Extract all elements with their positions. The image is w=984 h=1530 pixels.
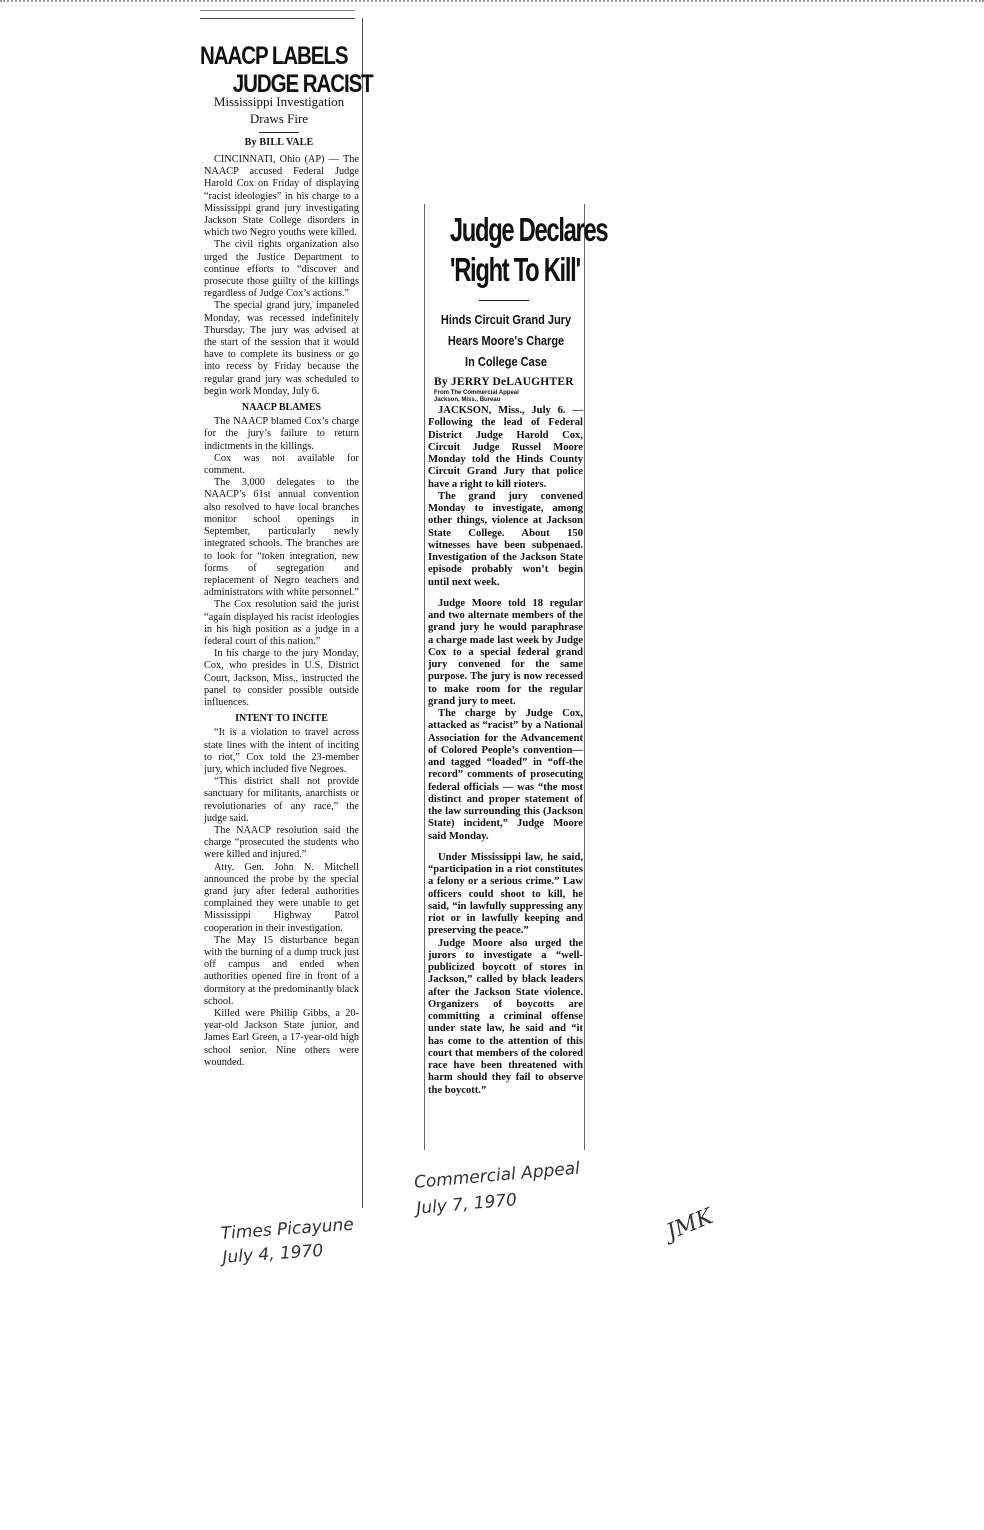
- paragraph: Cox was not available for comment.: [204, 452, 359, 477]
- paragraph: “It is a violation to travel across state lines with the intent of inciting to riot,” Cox told the 23-member jury, which included five Negroes.: [204, 727, 359, 775]
- paragraph: The Cox resolution said the jurist “again displayed his racist ideologies in his high position as a judge in a federal court of this nation.”: [204, 599, 359, 647]
- paragraph: “This district shall not provide sanctuary for militants, anarchists or revolutionaries of any race,” the judge said.: [204, 776, 359, 824]
- byline-source-line-2: Jackson, Miss., Bureau: [434, 396, 501, 403]
- paragraph: Judge Moore told 18 regular and two alternate members of the grand jury he would paraphrase a charge made last week by Judge Cox to a special federal grand jury convened for the same purpose. The jury is now recessed to make room for the regular grand jury to meet.: [428, 597, 583, 707]
- handwritten-source-name: Times Picayune: [220, 1214, 355, 1244]
- paragraph: JACKSON, Miss., July 6. — Following the lead of Federal District Judge Harold Cox, Circuit Judge Russel Moore Monday told the Hinds County Circuit Grand Jury that police have a right to kill rioters.: [428, 405, 583, 490]
- subheadline: Mississippi Investigation Draws Fire: [213, 94, 345, 126]
- subheadline-line-2: Hears Moore's Charge: [447, 334, 565, 348]
- handwritten-source-note-2: [413, 1151, 637, 1222]
- handwritten-source-date: July 4, 1970: [221, 1240, 324, 1268]
- subheadline: [437, 310, 574, 373]
- paragraph: CINCINNATI, Ohio (AP) — The NAACP accused Federal Judge Harold Cox on Friday of displaying “racist ideologies” in his charge to a Mississippi grand jury investigating Jackson State College disorders in which two Negro youths were killed.: [204, 154, 359, 239]
- paragraph: Killed were Phillip Gibbs, a 20-year-old Jackson State junior, and James Earl Green, a 17-year-old high school senior. Nine others were wounded.: [204, 1008, 359, 1068]
- top-rule: [200, 10, 355, 11]
- paragraph: The civil rights organization also urged the Justice Department to continue efforts to “discover and prosecute those guilty of the killings regardless of Judge Cox’s actions.”: [204, 239, 359, 300]
- paragraph: The special grand jury, impaneled Monday, was recessed indefinitely Thursday. The jury was advised at the start of the session that it would have to complete its business or go into recess by Friday because the regular grand jury was scheduled to begin work Monday, July 6.: [204, 300, 359, 397]
- paragraph: Judge Moore also urged the jurors to investigate a “well-publicized boycott of stores in Jackson,” called by black leaders after the Jackson State violence. Organizers of boycotts are committing a criminal offense under state law, he said and “it has come to the attention of this court that members of the colored race have been threatened with harm should they fail to observe the boycott.”: [428, 937, 583, 1096]
- paragraph: Atty. Gen. John N. Mitchell announced the probe by the special grand jury after federal authorities complained they were unable to get Mississippi Highway Patrol cooperation in their investigation.: [204, 861, 359, 934]
- byline: By JERRY DeLAUGHTER: [434, 376, 574, 388]
- byline-source-line-1: From The Commercial Appeal: [434, 390, 519, 396]
- handwritten-source-name: Commercial Appeal: [413, 1158, 581, 1193]
- paragraph: The NAACP blamed Cox’s charge for the jury’s failure to return indictments in the killings.: [204, 416, 359, 452]
- byline: By BILL VALE: [200, 132, 358, 148]
- handwritten-source-date: July 7, 1970: [415, 1190, 518, 1219]
- column-rule-right: [584, 204, 585, 1150]
- paragraph: Under Mississippi law, he said, “participation in a riot constitutes a felony or a serious crime.” Law officers could shoot to kill, he said, “in lawfully suppressing any riot or in lawfully keeping and preserving the peace.”: [428, 851, 583, 937]
- headline-rule: [479, 300, 529, 301]
- subhead-naacp-blames: NAACP BLAMES: [241, 402, 322, 414]
- byline-source: [434, 390, 584, 403]
- paragraph: The charge by Judge Cox, attacked as “racist” by a National Association for the Advancement of Colored People’s convention—and tagged “loaded” in “off-the record” comments of prosecuting federal officials — was “the most distinct and proper statement of the law surrounding this (Jackson State) incident,” Judge Moore said Monday.: [428, 708, 583, 842]
- clipping-times-picayune: [200, 18, 373, 1208]
- article-body: [428, 405, 583, 1097]
- paragraph: The 3,000 delegates to the NAACP’s 61st annual convention also resolved to have local branches monitor school openings in September, particularly newly integrated schools. The branches are to look for “token integration, new forms of segregation and replacement of Negro teachers and administrators with white personnel.”: [204, 477, 359, 599]
- headline: [449, 210, 608, 290]
- handwritten-source-note-1: [220, 1209, 403, 1269]
- paragraph: The May 15 disturbance began with the burning of a dump truck just off campus and ended when authorities opened fire in front of a dormitory at the predominantly black school.: [204, 934, 359, 1007]
- article-body-part-1: [204, 154, 359, 1069]
- handwritten-initials: JMK: [663, 1204, 717, 1246]
- top-rule: [200, 18, 355, 19]
- paragraph: In his charge to the jury Monday, Cox, who presides in U.S. District Court, Jackson, Miss., instructed the panel to consider possible outside influences.: [204, 648, 359, 708]
- headline: [200, 42, 373, 98]
- paragraph: The NAACP resolution said the charge “prosecuted the students who were killed and injured.”: [204, 824, 359, 861]
- clipping-commercial-appeal: [424, 204, 608, 1150]
- headline-line-2: JUDGE RACIST: [232, 70, 373, 98]
- column-rule-left: [424, 204, 425, 1150]
- subheadline-line-1: Hinds Circuit Grand Jury: [440, 313, 572, 327]
- headline-line-1: NAACP LABELS: [200, 42, 348, 70]
- subhead-intent-to-incite: INTENT TO INCITE: [235, 713, 328, 725]
- headline-line-2: 'Right To Kill': [449, 251, 580, 288]
- subheadline-line-3: In College Case: [465, 355, 547, 369]
- paragraph: The grand jury convened Monday to investigate, among other things, violence at Jackson State College. About 150 witnesses have been subpenaed. Investigation of the Jackson State episode probably won’t begin until next week.: [428, 490, 583, 588]
- headline-line-1: Judge Declares: [449, 211, 608, 248]
- scan-edge-dots: [0, 0, 984, 8]
